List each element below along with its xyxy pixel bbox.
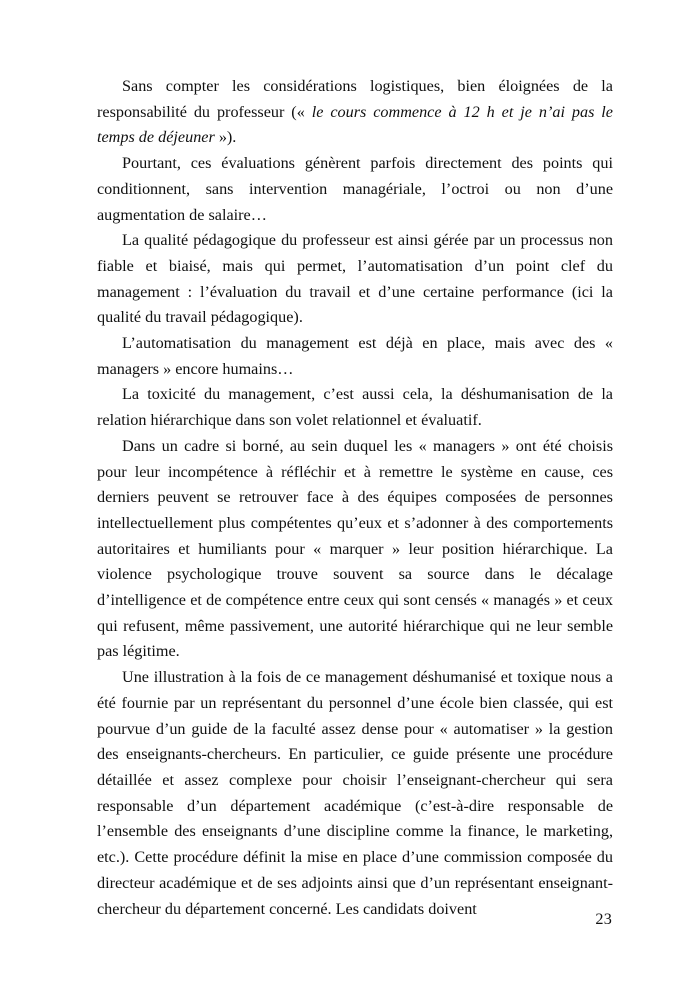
paragraph-2: Pourtant, ces évaluations génèrent parfois directement des points qui conditionnent, sans intervention managériale, l’octroi ou non d’une augmentation de salaire… — [97, 154, 613, 224]
paragraph-7: Une illustration à la fois de ce management déshumanisé et toxique nous a été fournie par un représentant du personnel d’une école bien classée, qui est pourvue d’un guide de la faculté assez dense pour « automatiser » la gestion des enseignants-chercheurs. En particulier, ce guide présente une procédure détaillée et assez complexe pour choisir l’enseignant-chercheur qui sera responsable d’un département académique (c’est-à-dire responsable de l’ensemble des enseignants d’une discipline comme la finance, le marketing, etc.). Cette procédure définit la mise en place d’une commission composée du directeur académique et de ses adjoints ainsi que d’un représentant enseignant-chercheur du département concerné. Les candidats doivent — [97, 668, 613, 918]
paragraph-1-run-3: »). — [214, 128, 237, 147]
paragraph-1-run-1: Sans compter les considérations logistiques, bien éloignées de la responsabilité du professeur (« — [97, 77, 613, 121]
paragraph-5: La toxicité du management, c’est aussi cela, la déshumanisation de la relation hiérarchique dans son volet relationnel et évaluatif. — [97, 385, 613, 430]
paragraph-4: L’automatisation du management est déjà en place, mais avec des « managers » encore humains… — [97, 334, 613, 378]
paragraph-6: Dans un cadre si borné, au sein duquel les « managers » ont été choisis pour leur incompétence à réfléchir et à remettre le système en cause, ces derniers peuvent se retrouver face à des équipes composées de personnes intellectuellement plus compétentes qu’eux et s’adonner à des comportements autoritaires et humiliants pour « marquer » leur position hiérarchique. La violence psychologique trouve souvent sa source dans le décalage d’intelligence et de compétence entre ceux qui sont censés « managés » et ceux qui refusent, même passivement, une autorité hiérarchique qui ne leur semble pas légitime. — [97, 436, 613, 661]
body-text-block — [97, 74, 613, 922]
paragraph-1 — [97, 74, 613, 151]
paragraph-3: La qualité pédagogique du professeur est ainsi gérée par un processus non fiable et biaisé, mais qui permet, l’automatisation d’un point clef du management : l’évaluation du travail et d’une certaine performance (ici la qualité du travail pédagogique). — [97, 231, 613, 327]
page-number: 23 — [595, 910, 612, 928]
paragraph-1-run-2-italic-quote: le cours commence à 12 h et je n’ai pas le temps de déjeuner — [97, 102, 613, 147]
